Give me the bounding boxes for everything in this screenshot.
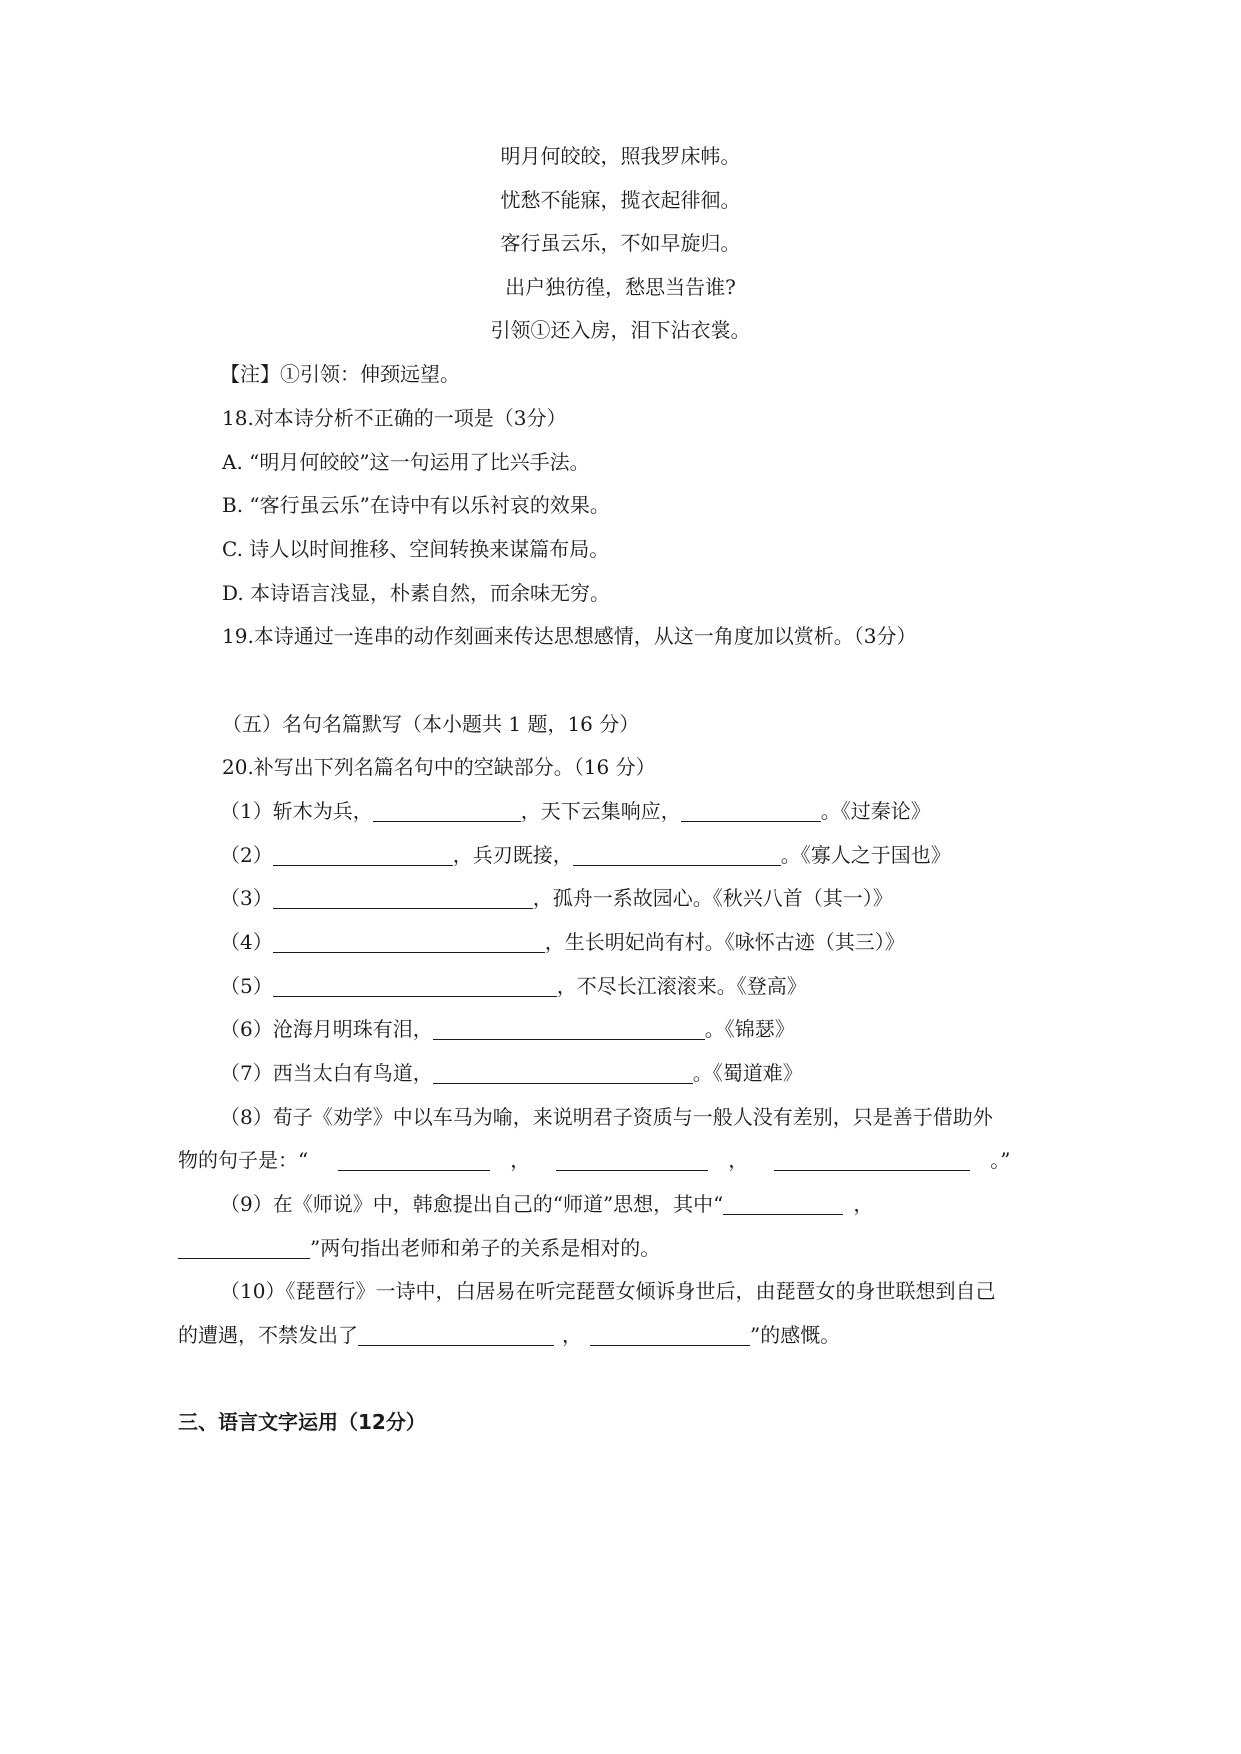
blank-3[interactable] bbox=[273, 886, 533, 909]
poem-note: 【注】①引领：伸颈远望。 bbox=[220, 362, 460, 386]
poem-line-1: 明月何皎皎，照我罗床帏。 bbox=[500, 144, 741, 168]
q20-item-6: （6）沧海月明珠有泪， 。《锦瑟》 bbox=[220, 1017, 795, 1041]
blank-4[interactable] bbox=[273, 930, 545, 953]
question-18-option-d: D. 本诗语言浅显，朴素自然，而余味无穷。 bbox=[222, 581, 611, 605]
blank-2b[interactable] bbox=[573, 843, 781, 866]
blank-2a[interactable] bbox=[273, 843, 453, 866]
blank-8b[interactable] bbox=[556, 1148, 708, 1171]
q20-item-7: （7）西当太白有鸟道， 。《蜀道难》 bbox=[220, 1061, 803, 1085]
q20-item-10-line-1: （10）《琵琶行》一诗中，白居易在听完琵琶女倾诉身世后，由琵琶女的身世联想到自己 bbox=[220, 1279, 996, 1303]
q20-item-2: （2） ，兵刃既接， 。《寡人之于国也》 bbox=[220, 843, 951, 867]
q20-item-9-line-1: （9）在《师说》中，韩愈提出自己的“师道”思想，其中“ ， bbox=[220, 1192, 874, 1216]
question-18-stem: 18.对本诗分析不正确的一项是（3分） bbox=[222, 406, 567, 430]
q20-item-5: （5） ，不尽长江滚滚来。《登高》 bbox=[220, 974, 807, 998]
blank-1a[interactable] bbox=[373, 799, 521, 822]
poem-line-5: 引领①还入房，泪下沾衣裳。 bbox=[490, 318, 751, 342]
q20-item-8-line-2: 物的句子是：“ ， ， 。” bbox=[178, 1148, 1011, 1172]
question-19: 19.本诗通过一连串的动作刻画来传达思想感情，从这一角度加以赏析。（3分） bbox=[222, 624, 917, 648]
q20-item-9-line-2: ”两句指出老师和弟子的关系是相对的。 bbox=[178, 1234, 660, 1262]
question-18-option-c: C. 诗人以时间推移、空间转换来谋篇布局。 bbox=[222, 537, 610, 561]
blank-6[interactable] bbox=[433, 1017, 705, 1040]
blank-9b[interactable] bbox=[178, 1236, 310, 1259]
q20-item-4: （4） ，生长明妃尚有村。《咏怀古迹（其三）》 bbox=[220, 930, 905, 954]
question-20-stem: 20.补写出下列名篇名句中的空缺部分。（16 分） bbox=[222, 755, 656, 779]
blank-10a[interactable] bbox=[358, 1323, 554, 1346]
blank-5[interactable] bbox=[273, 974, 557, 997]
poem-line-4: 出户独彷徨，愁思当告谁? bbox=[505, 275, 736, 299]
question-18-option-b: B. “客行虽云乐”在诗中有以乐衬哀的效果。 bbox=[222, 493, 610, 517]
poem-line-3: 客行虽云乐，不如早旋归。 bbox=[500, 231, 741, 255]
blank-8a[interactable] bbox=[338, 1148, 490, 1171]
section-3-heading: 三、语言文字运用（12分） bbox=[178, 1410, 426, 1434]
blank-7[interactable] bbox=[433, 1061, 693, 1084]
q20-item-8-line-1: （8）荀子《劝学》中以车马为喻，来说明君子资质与一般人没有差别，只是善于借助外 bbox=[220, 1105, 993, 1129]
q20-item-10-line-2: 的遭遇，不禁发出了 ， ”的感慨。 bbox=[178, 1323, 841, 1347]
poem-line-2: 忧愁不能寐，揽衣起徘徊。 bbox=[500, 188, 741, 212]
blank-8c[interactable] bbox=[774, 1148, 970, 1171]
blank-9a[interactable] bbox=[723, 1192, 843, 1215]
blank-10b[interactable] bbox=[590, 1323, 750, 1346]
question-18-option-a: A. “明月何皎皎”这一句运用了比兴手法。 bbox=[222, 450, 590, 474]
blank-1b[interactable] bbox=[681, 799, 821, 822]
section-5-heading: （五）名句名篇默写（本小题共 1 题，16 分） bbox=[222, 712, 640, 736]
q20-item-1: （1）斩木为兵， ，天下云集响应， 。《过秦论》 bbox=[220, 799, 931, 823]
q20-item-3: （3） ，孤舟一系故园心。《秋兴八首（其一）》 bbox=[220, 886, 893, 910]
